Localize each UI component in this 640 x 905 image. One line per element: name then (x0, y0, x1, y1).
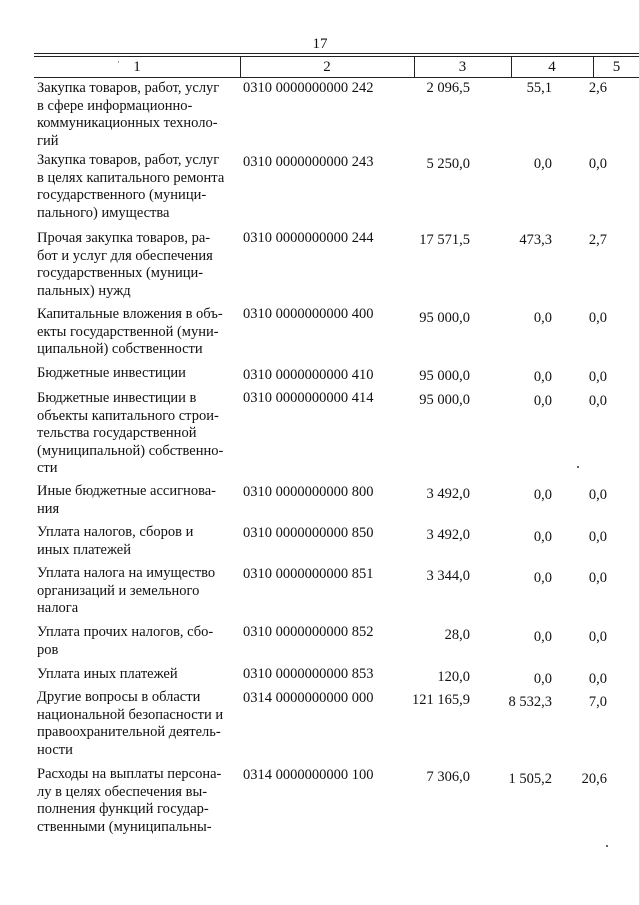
row-col5: 0,0 (588, 310, 607, 326)
header-col-3: 3 (458, 59, 467, 75)
row-col3: 17 571,5 (419, 232, 470, 248)
row-name: Уплата прочих налогов, сбо- ров (37, 624, 214, 658)
row-col5: 2,6 (588, 80, 607, 96)
row-col5: 0,0 (588, 369, 607, 385)
scan-speck (577, 466, 579, 468)
row-col3: 95 000,0 (419, 310, 470, 326)
row-name: Капитальные вложения в объ- екты государственной (муни- ципальной) собственности (37, 306, 223, 357)
header-col-1: 1 (133, 59, 141, 75)
row-col3: 95 000,0 (419, 392, 470, 408)
scan-speck (606, 845, 608, 847)
row-col4: 0,0 (533, 570, 552, 586)
row-name: Расходы на выплаты персона- лу в целях обеспечения вы- полнения функций государ- ственными (муниципальны- (37, 766, 222, 835)
row-col3: 2 096,5 (426, 80, 470, 96)
row-col4: 0,0 (533, 629, 552, 645)
row-code: 0310 0000000000 242 (243, 80, 374, 96)
row-col4: 473,3 (519, 232, 552, 248)
row-col4: 0,0 (533, 487, 552, 503)
row-col3: 28,0 (444, 627, 470, 643)
row-name: Уплата налога на имущество организаций и земельного налога (37, 565, 216, 616)
row-col5: 0,0 (588, 393, 607, 409)
row-name: Иные бюджетные ассигнова- ния (37, 483, 216, 517)
row-code: 0310 0000000000 852 (243, 624, 374, 640)
header-col-4: 4 (548, 59, 556, 75)
row-code: 0310 0000000000 400 (243, 306, 374, 322)
row-name: Закупка товаров, работ, услуг в сфере информационно- коммуникационных техноло- гий (37, 80, 220, 149)
row-col5: 20,6 (581, 771, 607, 787)
row-code: 0310 0000000000 243 (243, 154, 374, 170)
row-col5: 0,0 (588, 570, 607, 586)
row-col3: 121 165,9 (412, 692, 470, 708)
row-name: Закупка товаров, работ, услуг в целях капитального ремонта государственного (муници- пального) имущества (37, 152, 225, 221)
row-col5: 7,0 (588, 694, 607, 710)
row-code: 0310 0000000000 800 (243, 484, 374, 500)
row-col4: 0,0 (533, 529, 552, 545)
row-name: Уплата иных платежей (37, 666, 178, 682)
row-col5: 0,0 (588, 529, 607, 545)
row-col4: 0,0 (533, 369, 552, 385)
row-code: 0310 0000000000 851 (243, 566, 374, 582)
row-code: 0310 0000000000 244 (243, 230, 374, 246)
row-col4: 1 505,2 (508, 771, 552, 787)
header-col-5: 5 (612, 59, 621, 75)
header-col-2: 2 (323, 59, 331, 75)
row-col3: 95 000,0 (419, 368, 470, 384)
row-col4: 55,1 (526, 80, 552, 96)
row-code: 0314 0000000000 000 (243, 690, 374, 706)
row-name: Прочая закупка товаров, ра- бот и услуг для обеспечения государственных (муници- пальных) нужд (37, 230, 213, 299)
row-code: 0314 0000000000 100 (243, 767, 374, 783)
scan-speck: · (117, 57, 120, 67)
row-col4: 0,0 (533, 156, 552, 172)
row-col5: 0,0 (588, 671, 607, 687)
row-col3: 3 344,0 (426, 568, 470, 584)
row-col3: 5 250,0 (426, 156, 470, 172)
row-code: 0310 0000000000 410 (243, 367, 374, 383)
row-col3: 3 492,0 (426, 527, 470, 543)
row-code: 0310 0000000000 414 (243, 390, 374, 406)
row-name: Бюджетные инвестиции (37, 365, 186, 381)
row-col4: 8 532,3 (508, 694, 552, 710)
page-number: 17 (312, 36, 328, 52)
row-col4: 0,0 (533, 310, 552, 326)
row-col3: 7 306,0 (426, 769, 470, 785)
row-col4: 0,0 (533, 671, 552, 687)
row-col5: 0,0 (588, 629, 607, 645)
row-col5: 0,0 (588, 487, 607, 503)
row-col5: 0,0 (588, 156, 607, 172)
row-code: 0310 0000000000 850 (243, 525, 374, 541)
row-name: Бюджетные инвестиции в объекты капитального строи- тельства государственной (муниципальной) собственно- сти (37, 390, 224, 476)
row-col4: 0,0 (533, 393, 552, 409)
row-name: Уплата налогов, сборов и иных платежей (37, 524, 194, 558)
row-name: Другие вопросы в области национальной безопасности и правоохранительной деятель- ности (37, 689, 224, 758)
row-col3: 3 492,0 (426, 486, 470, 502)
row-col3: 120,0 (437, 669, 470, 685)
row-col5: 2,7 (588, 232, 607, 248)
row-code: 0310 0000000000 853 (243, 666, 374, 682)
